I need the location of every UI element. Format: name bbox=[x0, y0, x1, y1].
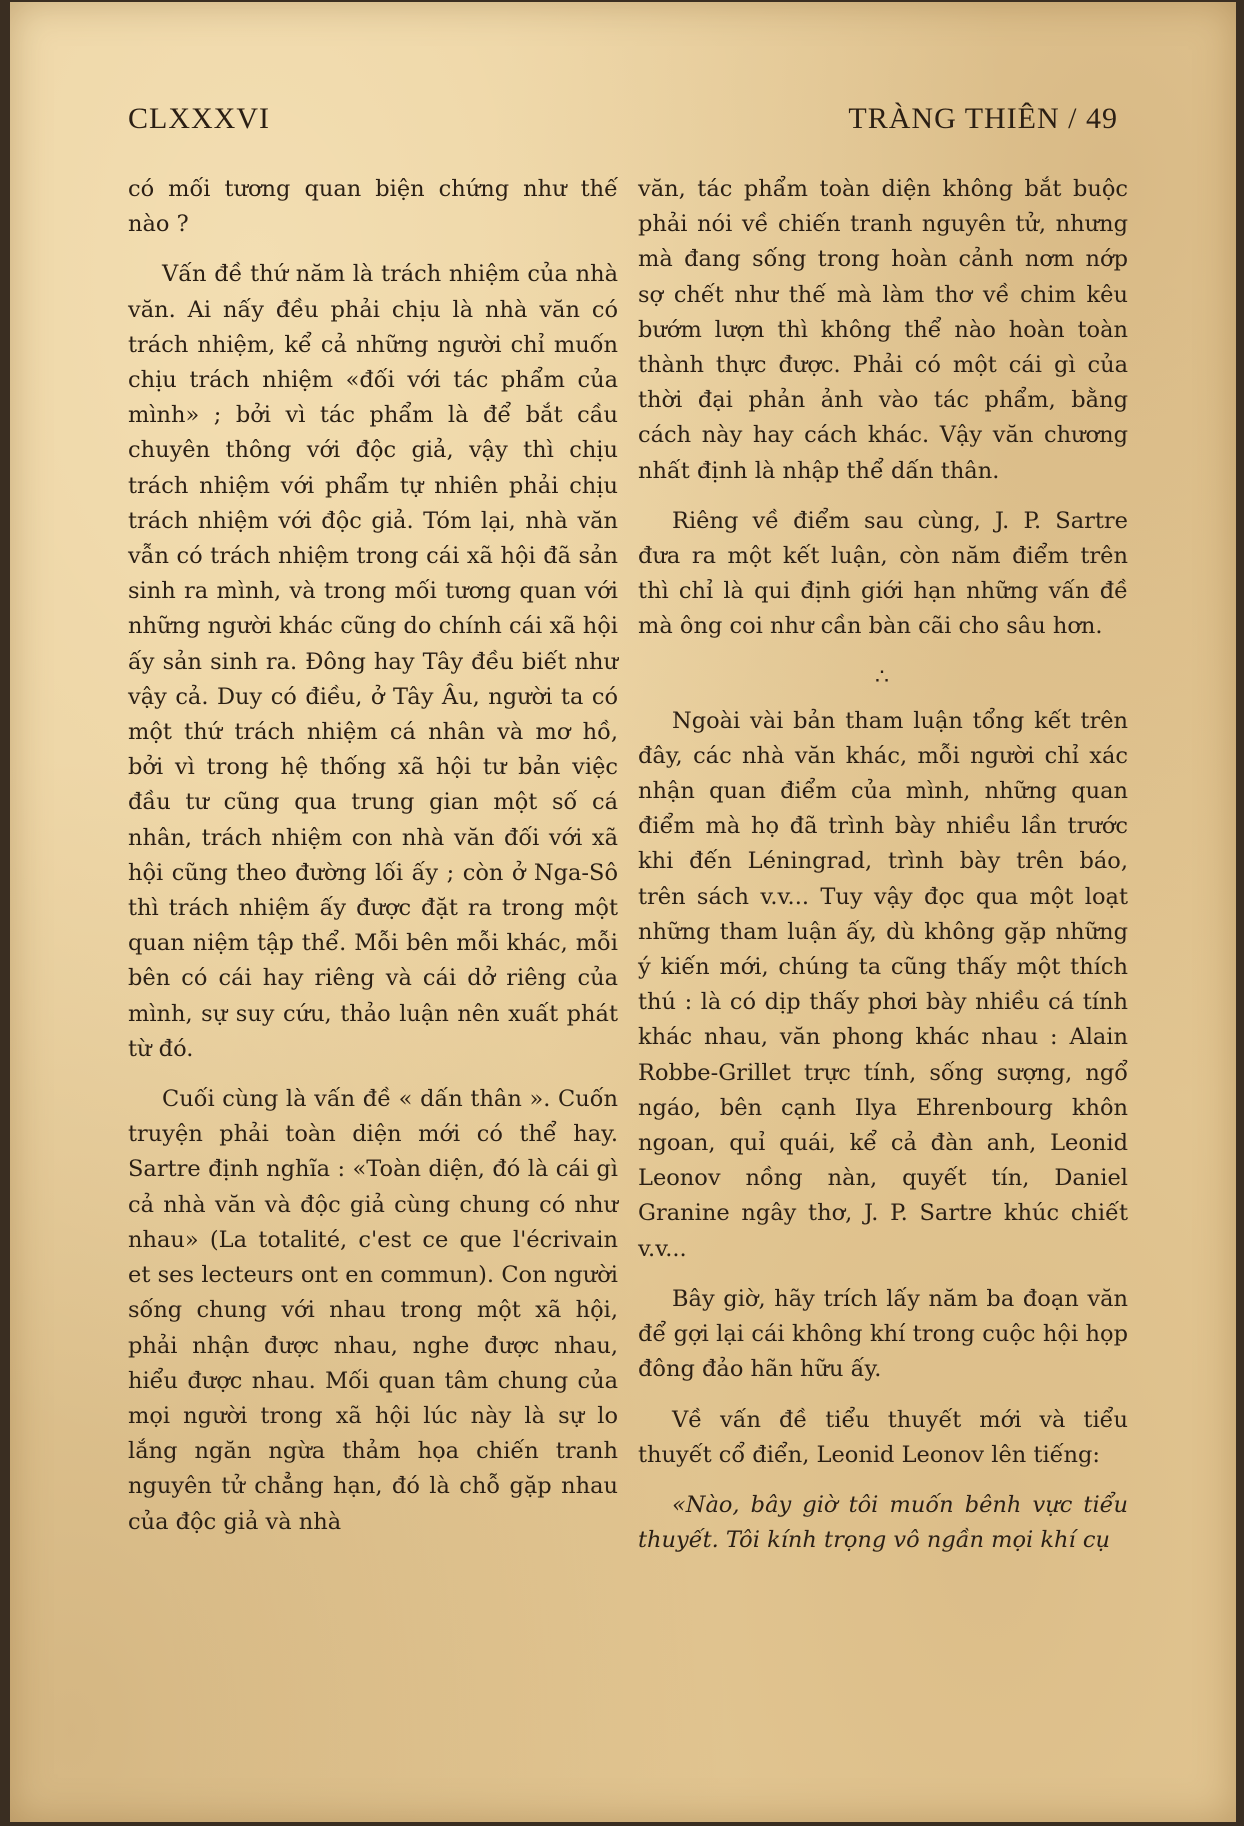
paragraph: có mối tương quan biện chứng như thế nào ? bbox=[128, 176, 618, 238]
quote-paragraph: «Nào, bây giờ tôi muốn bênh vực tiểu thuyết. Tôi kính trọng vô ngần mọi khí cụ bbox=[638, 1491, 1128, 1554]
paragraph: Về vấn đề tiểu thuyết mới và tiểu thuyết cổ điển, Leonid Leonov lên tiếng: bbox=[638, 1406, 1128, 1468]
right-column bbox=[638, 172, 1128, 1573]
paragraph: văn, tác phẩm toàn diện không bắt buộc phải nói về chiến tranh nguyên tử, nhưng mà đang sống trong hoàn cảnh nơm nớp sợ chết như thế mà làm thơ về chim kêu bướm lượn thì không thể nào hoàn toàn thành thực được. Phải có một cái gì của thời đại phản ảnh vào tác phẩm, bằng cách này hay cách khác. Vậy văn chương nhất định là nhập thể dấn thân. bbox=[638, 176, 1128, 484]
running-title-page-number: TRÀNG THIÊN / 49 bbox=[848, 102, 1118, 135]
left-column bbox=[128, 172, 618, 1555]
document-page bbox=[10, 2, 1236, 1822]
paragraph: Vấn đề thứ năm là trách nhiệm của nhà văn. Ai nấy đều phải chịu là nhà văn có trách nhiệm, kể cả những người chỉ muốn chịu trách nhiệm «đối với tác phẩm của mình» ; bởi vì tác phẩm là để bắt cầu chuyên thông với độc giả, vậy thì chịu trách nhiệm với phẩm tự nhiên phải chịu trách nhiệm với độc giả. Tóm lại, nhà văn vẫn có trách nhiệm trong cái xã hội đã sản sinh ra mình, và trong mối tương quan với những người khác cũng do chính cái xã hội ấy sản sinh ra. Đông hay Tây đều biết như vậy cả. Duy có điều, ở Tây Âu, người ta có một thứ trách nhiệm cá nhân và mơ hồ, bởi vì trong hệ thống xã hội tư bản việc đầu tư cũng qua trung gian một số cá nhân, trách nhiệm con nhà văn đối với xã hội cũng theo đường lối ấy ; còn ở Nga-Sô thì trách nhiệm ấy được đặt ra trong một quan niệm tập thể. Mỗi bên mỗi khác, mỗi bên có cái hay riêng và cái dở riêng của mình, sự suy cứu, thảo luận nên xuất phát từ đó. bbox=[128, 261, 618, 1062]
paragraph: Ngoài vài bản tham luận tổng kết trên đây, các nhà văn khác, mỗi người chỉ xác nhận quan điểm của mình, những quan điểm mà họ đã trình bày nhiều lần trước khi đến Léningrad, trình bày trên báo, trên sách v.v... Tuy vậy đọc qua một loạt những tham luận ấy, dù không gặp những ý kiến mới, chúng ta cũng thấy một thích thú : là có dịp thấy phơi bày nhiều cá tính khác nhau, văn phong khác nhau : Alain Robbe-Grillet trực tính, sống sượng, ngổ ngáo, bên cạnh Ilya Ehrenbourg khôn ngoan, quỉ quái, kể cả đàn anh, Leonid Leonov nồng nàn, quyết tín, Daniel Granine ngây thơ, J. P. Sartre khúc chiết v.v... bbox=[638, 707, 1128, 1262]
chapter-number: CLXXXVI bbox=[128, 102, 270, 135]
page-header bbox=[128, 102, 1118, 142]
paragraph: Riêng về điểm sau cùng, J. P. Sartre đưa ra một kết luận, còn năm điểm trên thì chỉ là qui định giới hạn những vấn đề mà ông coi như cần bàn cãi cho sâu hơn. bbox=[638, 507, 1128, 640]
section-separator: ∴ bbox=[875, 664, 891, 690]
paragraph: Bây giờ, hãy trích lấy năm ba đoạn văn để gợi lại cái không khí trong cuộc hội họp đông đảo hãn hữu ấy. bbox=[638, 1285, 1128, 1383]
paragraph: Cuối cùng là vấn đề « dấn thân ». Cuốn truyện phải toàn diện mới có thể hay. Sartre định nghĩa : «Toàn diện, đó là cái gì cả nhà văn và độc giả cùng chung có như nhau» (La totalité, c'est ce que l'écrivain et ses lecteurs ont en commun). Con người sống chung với nhau trong một xã hội, phải nhận được nhau, nghe được nhau, hiểu được nhau. Mối quan tâm chung của mọi người trong xã hội lúc này là sự lo lắng ngăn ngừa thảm họa chiến tranh nguyên tử chẳng hạn, đó là chỗ gặp nhau của độc giả và nhà bbox=[128, 1086, 618, 1535]
